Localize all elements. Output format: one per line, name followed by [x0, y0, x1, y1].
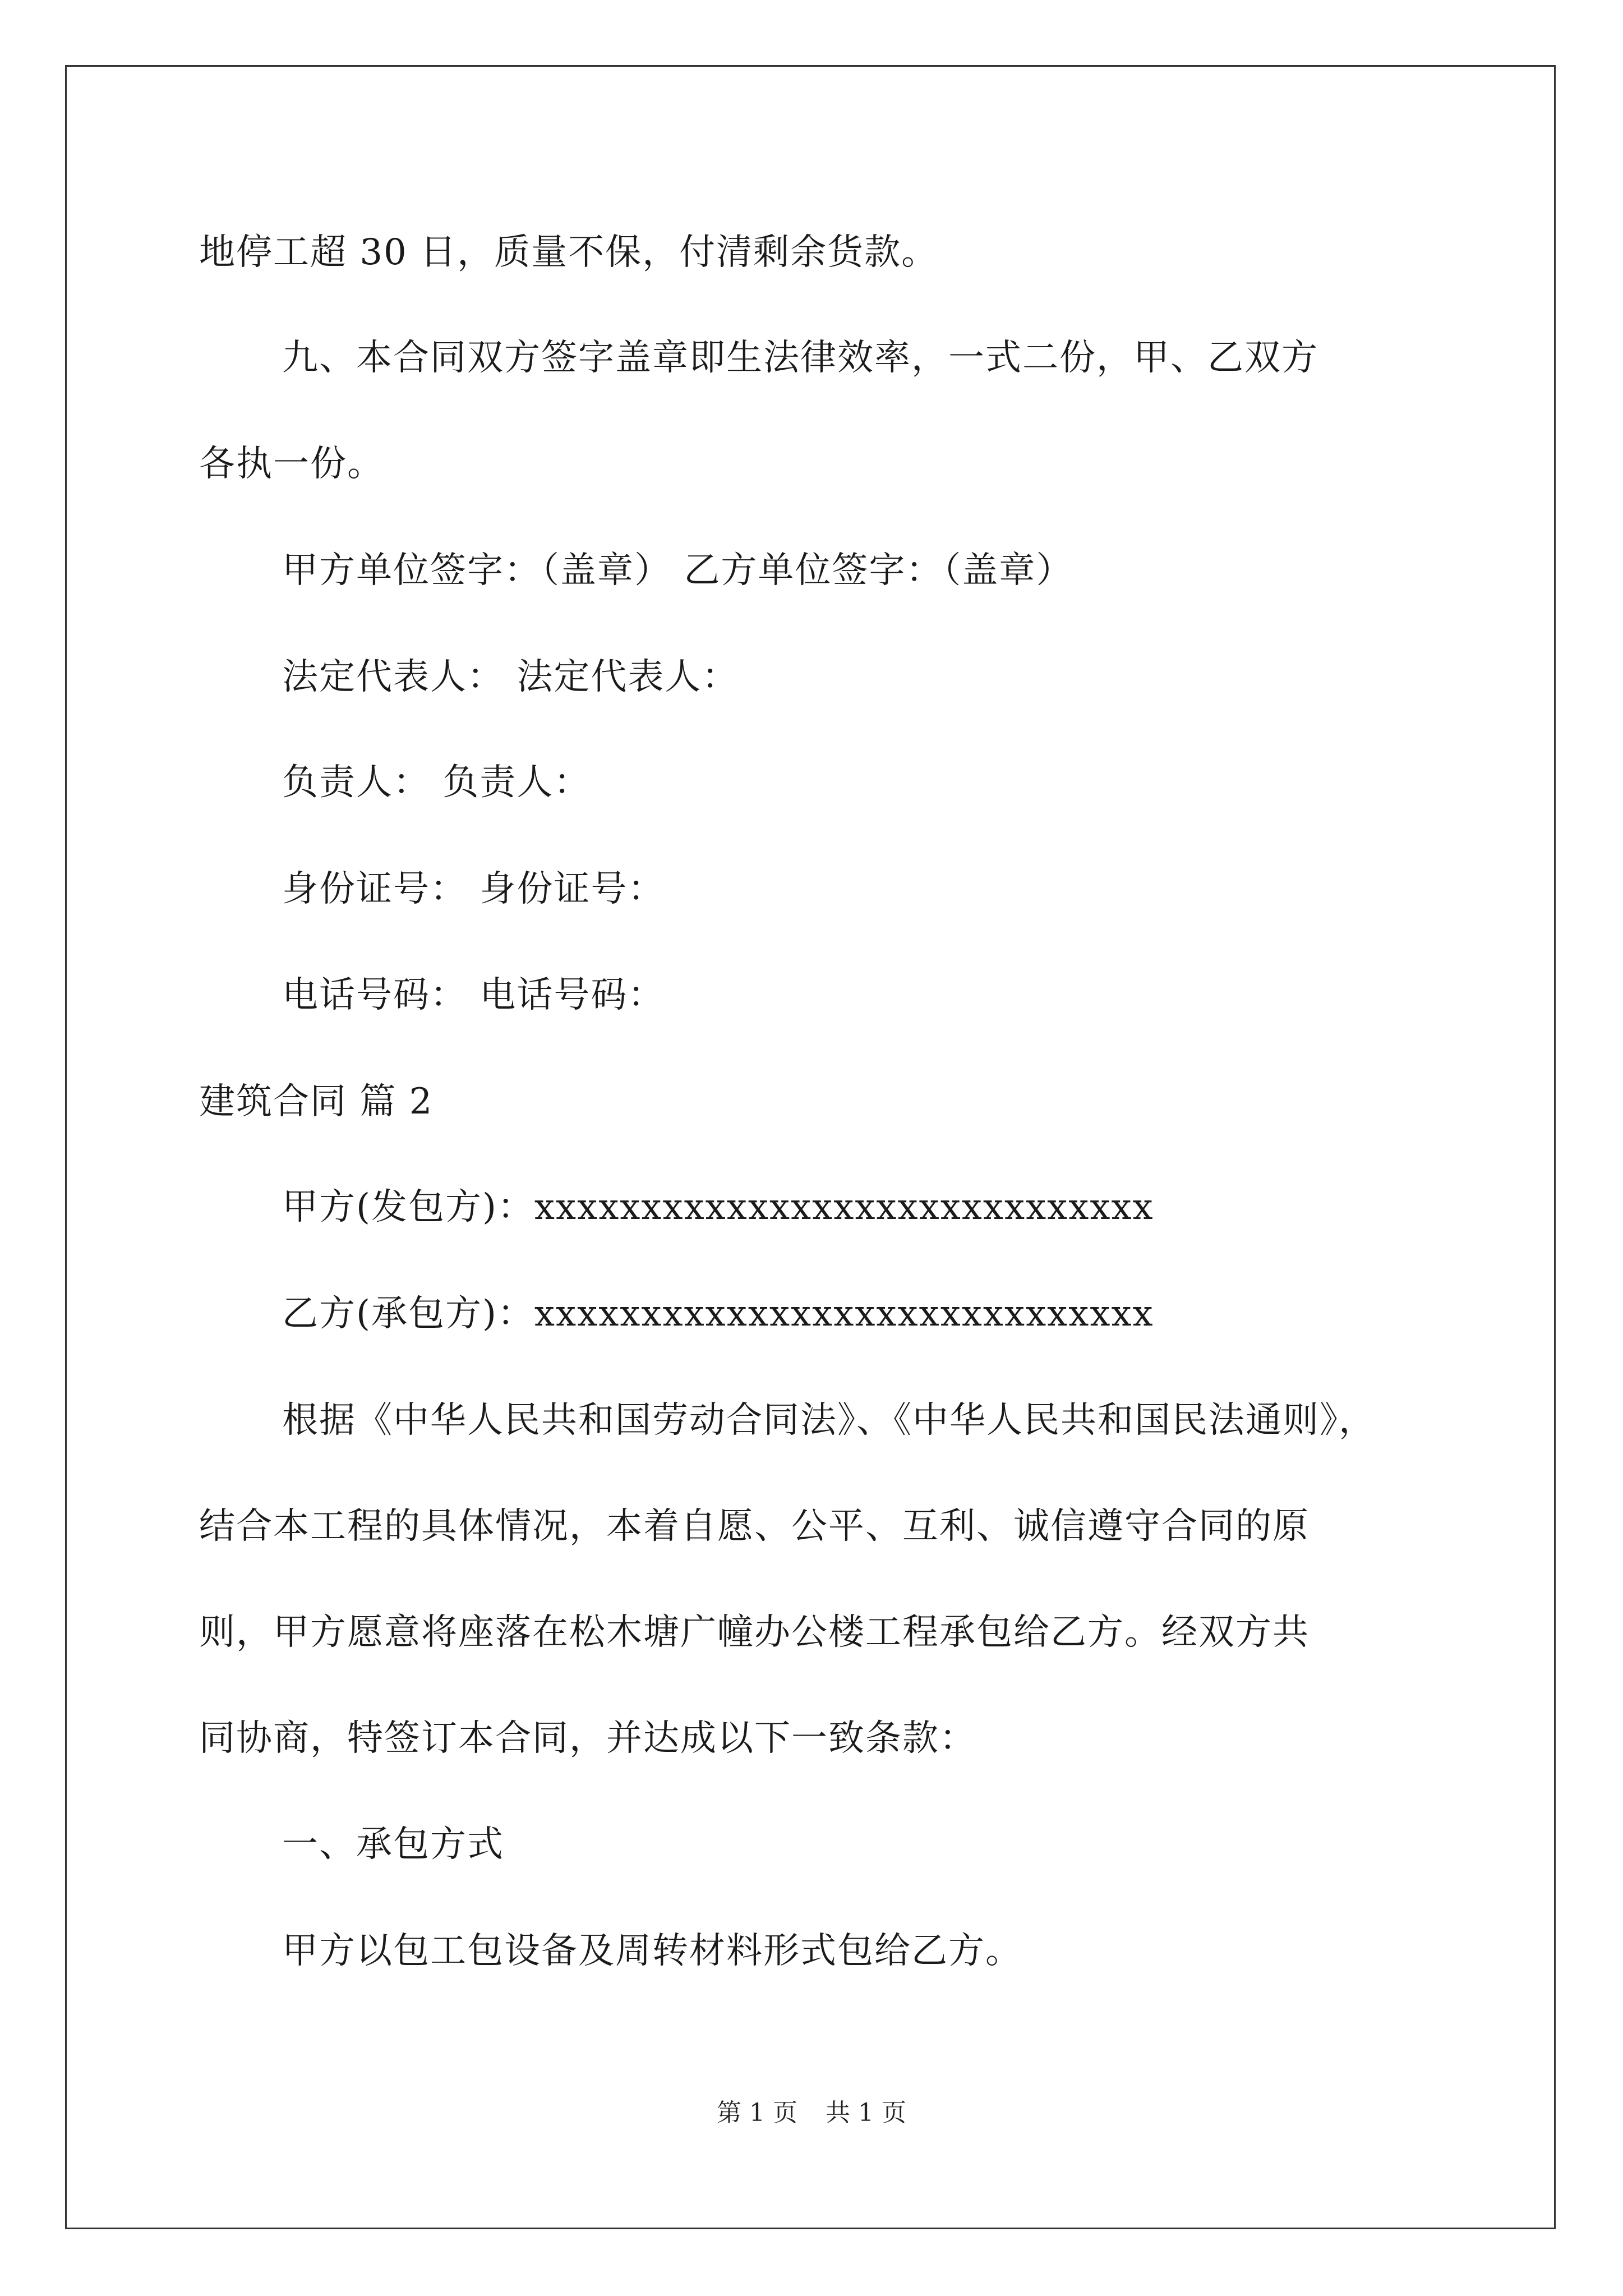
page-number: 第 1 页: [717, 2099, 797, 2127]
responsible-person-line: 负责人： 负责人：: [282, 762, 591, 803]
page-footer: [0, 2092, 1623, 2128]
clause-heading-1: 一、承包方式: [282, 1824, 504, 1865]
paragraph-line-3: 则，甲方愿意将座落在松木塘广幢办公楼工程承包给乙方。经双方共: [199, 1612, 1310, 1653]
party-a-line: 甲方(发包方)：xxxxxxxxxxxxxxxxxxxxxxxxxxxxx: [282, 1186, 1154, 1228]
section-heading: 建筑合同 篇 2: [199, 1081, 434, 1122]
id-number-line: 身份证号： 身份证号：: [282, 868, 665, 910]
paragraph-line-1: 根据《中华人民共和国劳动合同法》、《中华人民共和国民法通则》，: [282, 1400, 1376, 1441]
phone-number-line: 电话号码： 电话号码：: [282, 974, 665, 1016]
legal-rep-line: 法定代表人： 法定代表人：: [282, 656, 739, 698]
clause-text-1: 甲方以包工包设备及周转材料形式包给乙方。: [282, 1930, 1022, 1972]
paragraph-line-4: 同协商，特签订本合同，并达成以下一致条款：: [199, 1718, 976, 1759]
page-total: 共 1 页: [826, 2099, 906, 2127]
page-border: [65, 65, 1556, 2229]
party-b-line: 乙方(承包方)：xxxxxxxxxxxxxxxxxxxxxxxxxxxxx: [282, 1293, 1154, 1335]
signature-line: 甲方单位签字：（盖章） 乙方单位签字：（盖章）: [282, 550, 1073, 591]
paragraph-line-2: 结合本工程的具体情况，本着自愿、公平、互利、诚信遵守合同的原: [199, 1506, 1310, 1547]
text-line-2: 九、本合同双方签字盖章即生法律效率，一式二份，甲、乙双方: [282, 337, 1318, 379]
text-line-3: 各执一份。: [199, 443, 384, 485]
text-line-1: 地停工超 30 日，质量不保，付清剩余货款。: [199, 232, 939, 273]
